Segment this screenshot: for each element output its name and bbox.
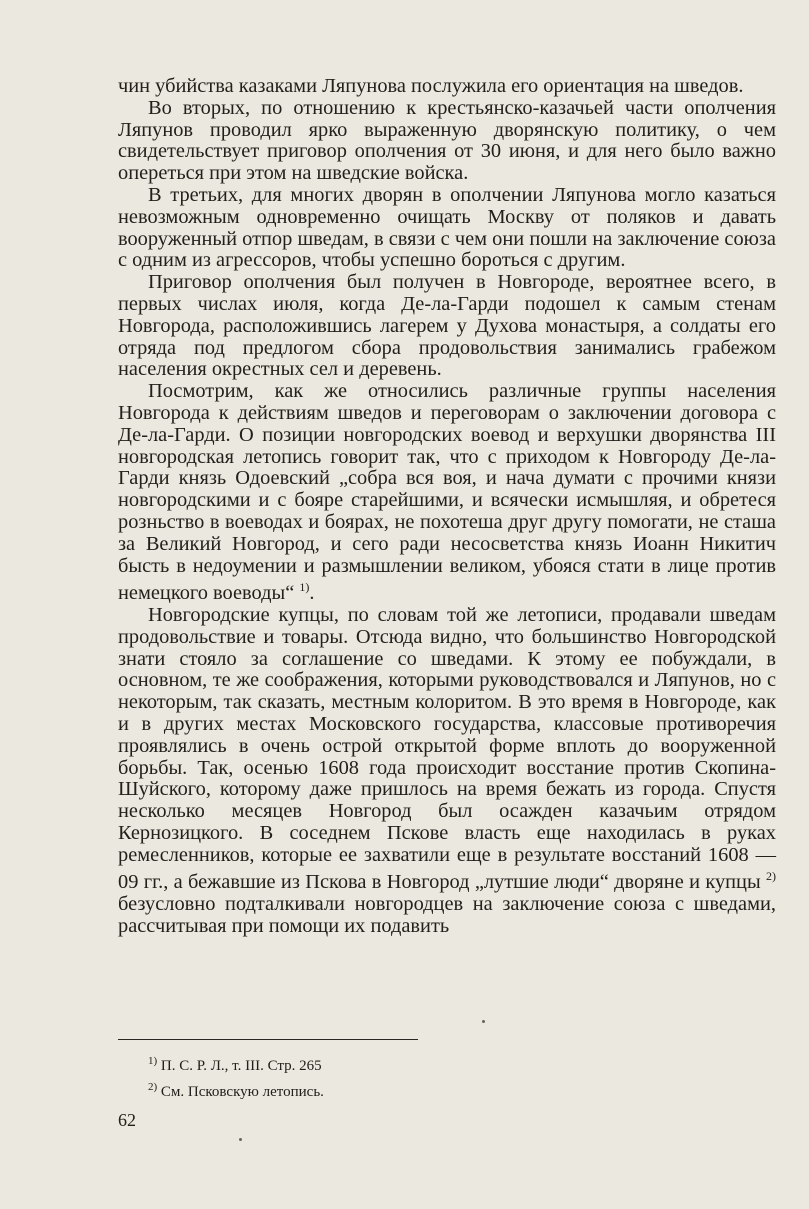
footnote-ref-2[interactable]: 2) (766, 869, 776, 884)
paper-speck (482, 1020, 485, 1023)
footnote-2 (148, 1077, 748, 1103)
paragraph-5 (118, 381, 776, 605)
paragraph-2: Во вторых, по отношению к крестьянско-казачьей части ополчения Ляпунов проводил ярко выраженную дворянскую политику, о чем свидетельствует приговор ополчения от 30 июня, и для него было важно опереться при этом на шведские войска. (118, 96, 776, 185)
paragraph-4: Приговор ополчения был получен в Новгороде, вероятнее всего, в первых числах июля, когда Де-ла-Гарди подошел к самым стенам Новгорода, расположившись лагерем у Духова монастыря, а солдаты его отряда под предлогом сбора продовольствия занимались грабежом населения окрестных сел и деревень. (118, 271, 776, 381)
paragraph-3: В третьих, для многих дворян в ополчении Ляпунова могло казаться невозможным одновременно очищать Москву от поляков и давать вооруженный отпор шведам, в связи с чем они пошли на заключение союза с одним из агрессоров, чтобы успешно бороться с другим. (118, 183, 776, 272)
paragraph-5-text: Посмотрим, как же относились различные группы населения Новгорода к действиям шведов и переговорам о заключении договора с Де-ла-Гарди. О позиции новгородских воевод и верхушки дворянства III новгородская летопись говорит так, что с приходом к Новгороду Де-ла-Гарди князь Одоевский „собра вся воя, и нача думати с прочими князи новгородскими и с бояре старейшими, и всячески исмышляя, и обретеся розньство в воеводах и боярах, не похотеша друг другу помогати, не сташа за Великий Новгород, и сего ради несосветства князь Иоанн Никитич бысть в недоумении и размышлении великом, убояся стати в лице против немецкого воеводы“ (118, 380, 776, 605)
footnote-text-2: См. Псковскую летопись. (160, 1084, 324, 1100)
paper-speck (239, 1138, 242, 1141)
page-number: 62 (118, 1110, 136, 1130)
footnote-1 (148, 1051, 748, 1077)
footnotes (148, 1051, 748, 1103)
paragraph-6 (118, 605, 776, 938)
footnote-mark-1: 1) (148, 1055, 158, 1067)
footnote-divider (118, 1039, 418, 1040)
paragraph-6-tail: безусловно подталкивали новгородцев на заключение союза с шведами, рассчитывая при помощи их подавить (118, 893, 776, 937)
paragraph-6-text: Новгородские купцы, по словам той же летописи, продавали шведам продовольствие и товары. Отсюда видно, что большинство Новгородской знати стояло за соглашение со шведами. К этому ее побуждали, в основном, те же соображения, которыми руководствовался и Ляпунов, но с некоторым, так сказать, местным колоритом. В это время в Новгороде, как и в других местах Московского государства, классовые противоречия проявлялись в очень острой открытой форме вплоть до вооруженной борьбы. Так, осенью 1608 года происходит восстание против Скопина-Шуйского, которому даже пришлось на время бежать из города. Спустя несколько месяцев Новгород был осажден казачьим отрядом Кернозицкого. В соседнем Пскове власть еще находилась в руках ремесленников, которые ее захватили еще в результате восстаний 1608 — 09 гг., а бежавшие из Пскова в Новгород „лутшие люди“ дворяне и купцы (118, 603, 776, 894)
footnote-mark-2: 2) (148, 1081, 158, 1093)
paragraph-5-end: . (309, 582, 315, 605)
footnote-text-1: П. С. Р. Л., т. III. Стр. 265 (160, 1058, 322, 1074)
footnote-ref-1[interactable]: 1) (299, 580, 310, 595)
main-text (118, 76, 776, 938)
paragraph-1: чин убийства казаками Ляпунова послужила его ориентация на шведов. (118, 75, 744, 97)
